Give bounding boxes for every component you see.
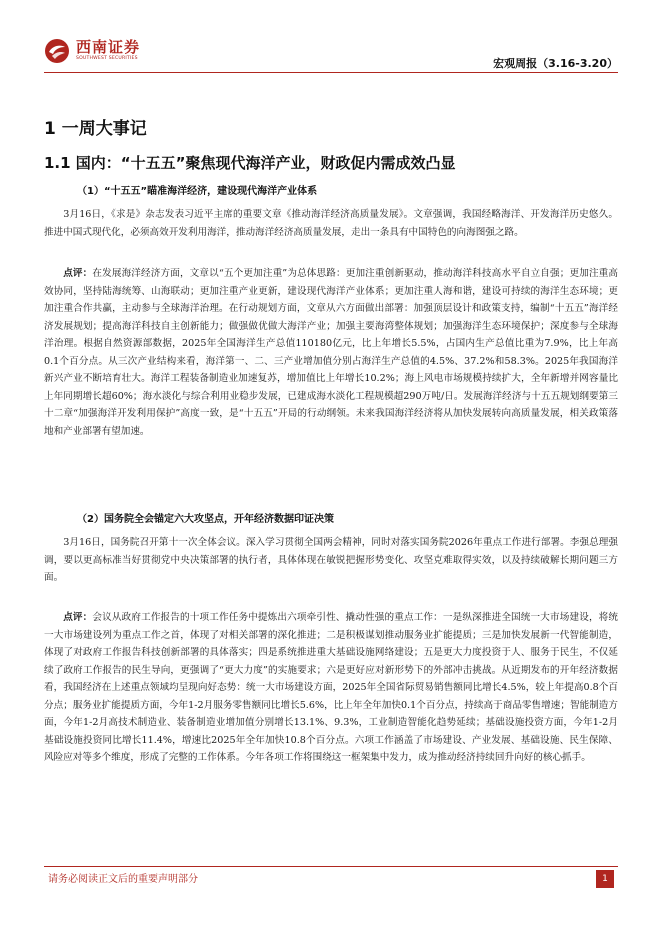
item-1-comment-label: 点评：	[63, 268, 93, 279]
item-2-comment-text: 会议从政府工作报告的十项工作任务中提炼出六项牵引性、撬动性强的重点工作：一是纵深推进全国统一大市场建设，将统一大市场建设列为重点工作之首，体现了对相关部署的深化推进；二是积极谋划推动服务业扩能提质；三是加快发展新一代智能制造，体现了对政府工作报告科技创新部署的具体落实；四是系统推进重大基础设施网络建设；五是更大力度投资于人、服务于民生，不仅延续了政府工作报告的民生导向，更强调了“更大力度”的实施要求；六是更好应对新形势下的外部冲击挑战。从近期发布的开年经济数据看，我国经济在上述重点领域均呈现向好态势：统一大市场建设方面，2025年全国省际贸易销售额同比增长4.5%，较上年提高0.8个百分点；服务业扩能提质方面，今年1-2月服务零售额同比增长5.6%，比上年全年加快0.1个百分点，持续高于商品零售增速；智能制造方面，今年1-2月高技术制造业、装备制造业增加值分别增长13.1%、9.3%，工业制造智能化趋势延续；基础设施投资方面，今年1-2月基础设施投资同比增长11.4%，增速比2025年全年加快10.8个百分点。六项工作涵盖了市场建设、产业发展、基础设施、民生保障、风险应对等多个维度，形成了完整的工作体系。今年各项工作将围绕这一框架集中发力，成为推动经济持续回升向好的核心抓手。	[44, 612, 619, 763]
logo-chinese-name: 西南证券	[76, 38, 141, 57]
item-2-body: 3月16日，国务院召开第十一次全体会议。深入学习贯彻全国两会精神，同时对落实国务院2026年重点工作进行部署。李强总理强调，要以更高标准当好贯彻党中央决策部署的执行者，具体体现在敏锐把握形势变化、攻坚克难取得实效，以及持续破解长期问题三方面。	[44, 537, 618, 583]
page-number: 1	[596, 870, 614, 888]
disclaimer-note: 请务必阅读正文后的重要声明部分	[48, 874, 198, 885]
footer-divider	[44, 866, 618, 867]
item-2-comment-label: 点评：	[63, 612, 93, 623]
header-divider	[44, 72, 618, 73]
item-2-heading: （2）国务院全会锚定六大攻坚点，开年经济数据印证决策	[77, 514, 334, 525]
subsection-title: 1.1 国内：“十五五”聚焦现代海洋产业，财政促内需成效凸显	[44, 154, 456, 172]
item-1-body: 3月16日，《求是》杂志发表习近平主席的重要文章《推动海洋经济高质量发展》。文章强调，我国经略海洋、开发海洋历史悠久。推进中国式现代化，必须高效开发利用海洋，推动海洋经济高质量发展，走出一条具有中国特色的向海图强之路。	[44, 209, 618, 238]
report-name: 宏观周报（3.16-3.20）	[493, 57, 618, 70]
item-2-comment	[44, 609, 618, 767]
item-1-comment-text: 在发展海洋经济方面，文章以“五个更加注重”为总体思路：更加注重创新驱动，推动海洋科技高水平自立自强；更加注重高效协同，坚持陆海统筹、山海联动；更加注重产业更新，建设现代海洋产业体系；更加注重人海和谐，建设可持续的海洋生态环境；更加注重合作共赢，主动参与全球海洋治理。在行动规划方面，文章从六方面做出部署：加强顶层设计和政策支持，编制“十五五”海洋经济发展规划；提高海洋科技自主创新能力；做强做优做大海洋产业；加强主要海湾整体规划；加强海洋生态环境保护；深度参与全球海洋治理。根据自然资源部数据，2025年全国海洋生产总值110180亿元，比上年增长5.5%，占国内生产总值比重为7.9%，比上年高0.1个百分点。从三次产业结构来看，海洋第一、二、三产业增加值分别占海洋生产总值的4.5%、37.2%和58.3%。2025年我国海洋新兴产业不断培育壮大。海洋工程装备制造业加速复苏，增加值比上年增长10.2%；海上风电市场规模持续扩大，全年新增并网容量比上年同期增长超60%；海水淡化与综合利用业稳步发展，已建成海水淡化工程规模超290万吨/日。发展海洋经济与十五五规划纲要第三十二章“加强海洋开发利用保护”高度一致，是“十五五”开局的行动纲领。未来我国海洋经济将从加快发展转向高质量发展，相关政策落地和产业部署有望加速。	[44, 268, 619, 437]
item-1-comment	[44, 265, 618, 440]
item-1-heading: （1）“十五五”瞄准海洋经济，建设现代海洋产业体系	[77, 186, 318, 197]
page-header	[0, 0, 662, 74]
company-logo	[44, 38, 140, 64]
section-title: 1 一周大事记	[44, 119, 147, 139]
logo-emblem-icon	[44, 38, 70, 64]
logo-english-name: SOUTHWEST SECURITIES	[76, 56, 138, 62]
